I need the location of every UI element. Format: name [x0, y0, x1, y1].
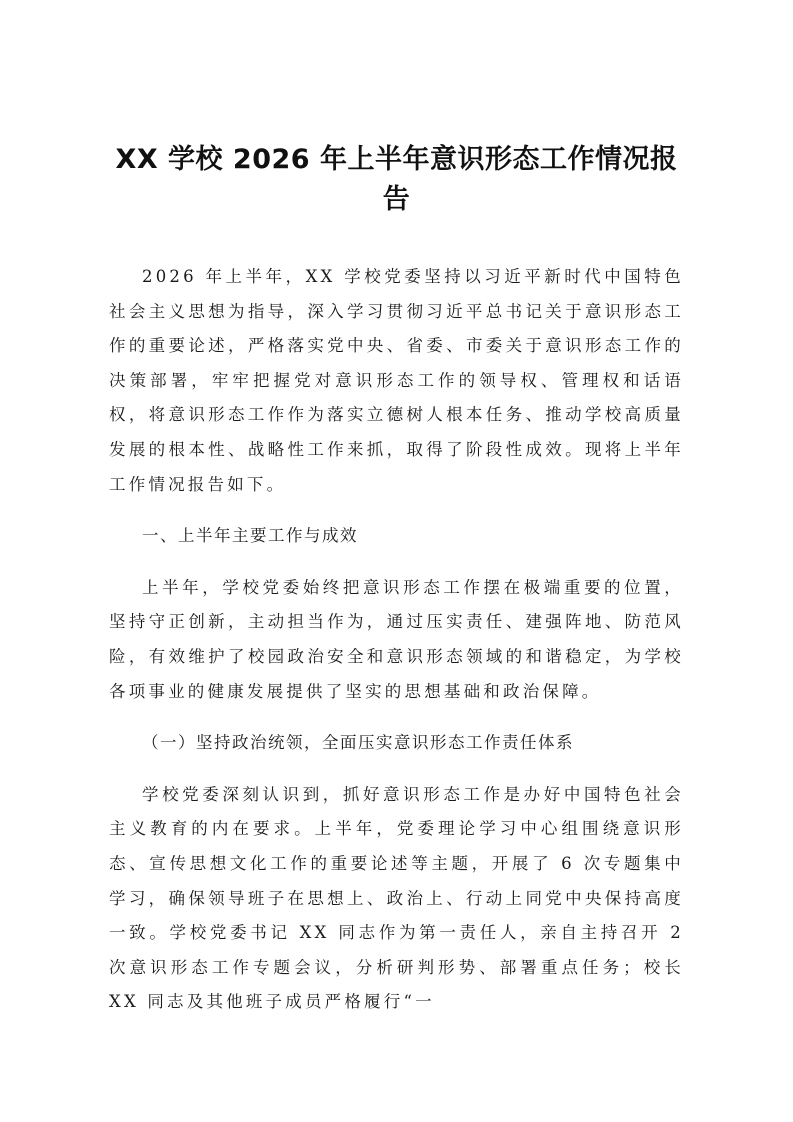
- subsection-1-paragraph: 学校党委深刻认识到，抓好意识形态工作是办好中国特色社会主义教育的内在要求。上半年，党委理论学习中心组围绕意识形态、宣传思想文化工作的重要论述等主题，开展了 6 次专题集中学习，确保领导班子在思想上、政治上、行动上同党中央保持高度一致。学校党委书记 XX 同志作为第一责任人，亲自主持召开 2 次意识形态工作专题会议，分析研判形势、部署重点任务；校长 XX 同志及其他班子成员严格履行“一: [109, 784, 684, 1012]
- subsection-heading-1: （一）坚持政治统领，全面压实意识形态工作责任体系: [142, 733, 574, 753]
- section-heading-1: 一、上半年主要工作与成效: [142, 526, 358, 546]
- document-body: [109, 260, 684, 1020]
- section-1-paragraph: 上半年，学校党委始终把意识形态工作摆在极端重要的位置，坚持守正创新，主动担当作为，通过压实责任、建强阵地、防范风险，有效维护了校园政治安全和意识形态领域的和谐稳定，为学校各项事业的健康发展提供了坚实的思想基础和政治保障。: [109, 577, 684, 701]
- document-title: XX 学校 2026 年上半年意识形态工作情况报告: [115, 144, 678, 215]
- intro-paragraph: 2026 年上半年，XX 学校党委坚持以习近平新时代中国特色社会主义思想为指导，深入学习贯彻习近平总书记关于意识形态工作的重要论述，严格落实党中央、省委、市委关于意识形态工作的决策部署，牢牢把握党对意识形态工作的领导权、管理权和话语权，将意识形态工作作为落实立德树人根本任务、推动学校高质量发展的根本性、战略性工作来抓，取得了阶段性成效。现将上半年工作情况报告如下。: [109, 267, 684, 494]
